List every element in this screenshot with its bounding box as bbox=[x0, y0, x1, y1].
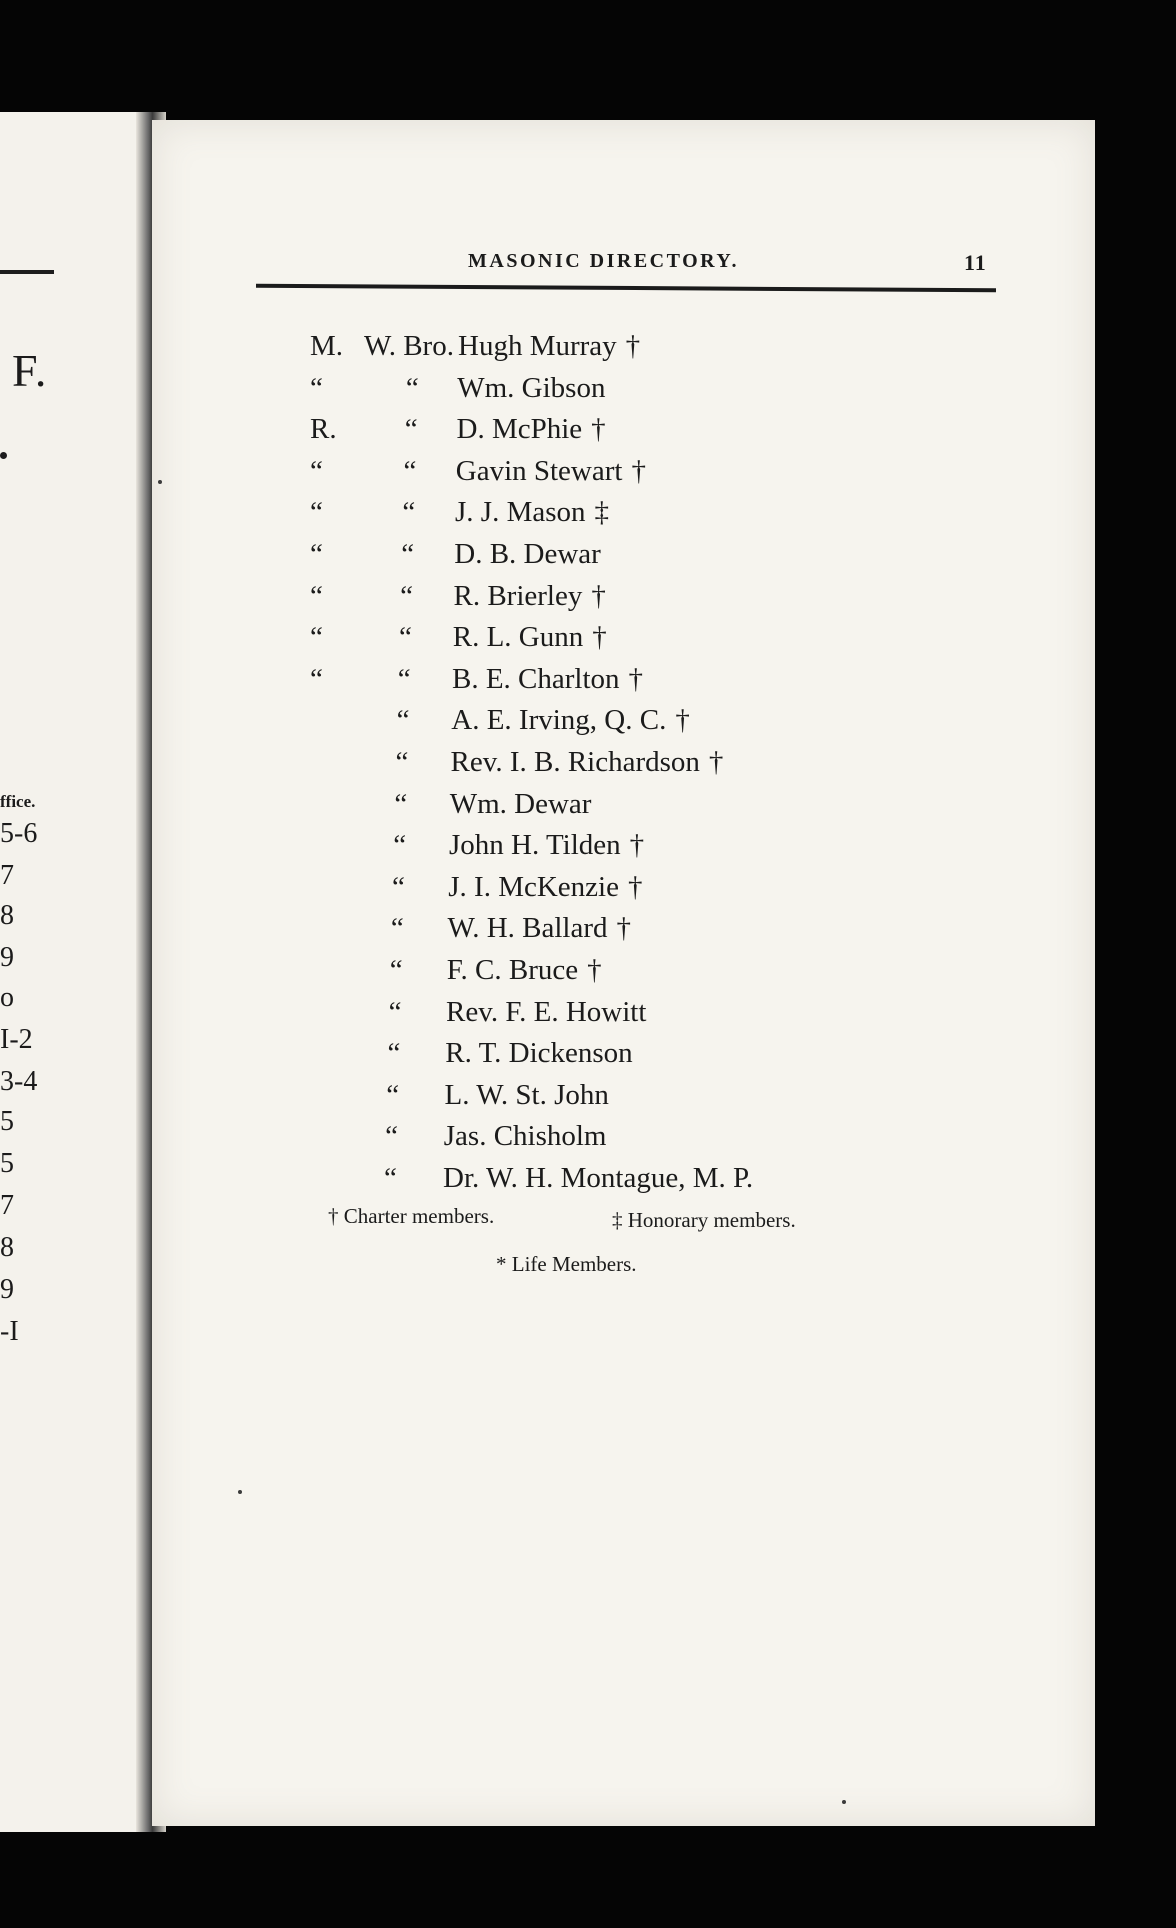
member-name-text: Gavin Stewart bbox=[455, 454, 623, 487]
membership-mark: † bbox=[628, 662, 644, 695]
membership-mark: † bbox=[627, 870, 643, 903]
member-name-text: Jas. Chisholm bbox=[443, 1120, 607, 1153]
running-head: MASONIC DIRECTORY. bbox=[468, 250, 740, 272]
member-rank: “ bbox=[310, 662, 323, 695]
member-name bbox=[456, 455, 646, 488]
paper-speck bbox=[238, 1490, 242, 1494]
member-rank: “ bbox=[310, 496, 323, 529]
member-row bbox=[310, 871, 1010, 911]
paper-speck bbox=[842, 1800, 846, 1804]
membership-mark: † bbox=[616, 912, 632, 945]
member-row bbox=[310, 496, 1010, 536]
left-number: 8 bbox=[0, 900, 14, 931]
member-name-text: B. E. Charlton bbox=[452, 662, 620, 695]
member-row bbox=[310, 413, 1010, 453]
member-name bbox=[454, 538, 610, 571]
member-title: “ bbox=[393, 829, 407, 862]
member-name bbox=[458, 330, 640, 363]
member-name bbox=[448, 871, 642, 904]
membership-mark: † bbox=[629, 829, 645, 862]
left-number: I-2 bbox=[0, 1024, 33, 1055]
member-row bbox=[310, 580, 1010, 620]
member-name-text: R. L. Gunn bbox=[452, 621, 584, 654]
membership-mark: ‡ bbox=[594, 496, 610, 529]
footnote-honorary: ‡ Honorary members. bbox=[612, 1208, 796, 1232]
member-title: “ bbox=[384, 1162, 397, 1194]
member-name bbox=[445, 1037, 641, 1070]
member-name-text: Hugh Murray bbox=[458, 330, 617, 362]
member-title: “ bbox=[394, 787, 408, 820]
member-name-text: Dr. W. H. Montague, M. P. bbox=[443, 1162, 754, 1194]
member-name-text: J. J. Mason bbox=[455, 496, 586, 529]
membership-mark: † bbox=[631, 454, 646, 487]
member-title: “ bbox=[386, 1078, 400, 1111]
member-name-text: Rev. I. B. Richardson bbox=[450, 746, 700, 778]
member-row bbox=[310, 746, 1010, 786]
member-name-text: R. T. Dickenson bbox=[445, 1037, 633, 1070]
left-number: 7 bbox=[0, 860, 14, 891]
member-row bbox=[310, 1162, 1010, 1202]
member-name bbox=[446, 996, 655, 1029]
member-name bbox=[449, 829, 644, 862]
left-number: 9 bbox=[0, 1274, 14, 1305]
member-name bbox=[450, 788, 601, 821]
member-title: “ bbox=[385, 1120, 399, 1153]
member-row bbox=[310, 1079, 1010, 1119]
member-row bbox=[310, 954, 1010, 994]
footnote-charter: † Charter members. bbox=[328, 1204, 495, 1228]
member-title: “ bbox=[405, 371, 419, 404]
member-row bbox=[310, 788, 1010, 828]
member-rank: “ bbox=[310, 371, 323, 404]
membership-mark: † bbox=[587, 954, 602, 986]
member-rank: “ bbox=[310, 454, 323, 487]
member-title: “ bbox=[404, 413, 418, 446]
member-title: “ bbox=[400, 579, 413, 612]
member-rank: “ bbox=[310, 621, 323, 654]
member-name-text: D. B. Dewar bbox=[454, 538, 601, 570]
left-column-label: ffice. bbox=[0, 792, 36, 811]
member-list bbox=[152, 120, 1095, 1320]
member-name bbox=[453, 621, 607, 654]
member-row bbox=[310, 996, 1010, 1036]
member-title: “ bbox=[392, 870, 405, 903]
membership-mark: † bbox=[675, 704, 690, 737]
member-name bbox=[448, 912, 632, 945]
member-title: “ bbox=[395, 746, 409, 778]
member-name bbox=[443, 1162, 762, 1195]
left-number: 7 bbox=[0, 1190, 14, 1221]
member-title: “ bbox=[396, 704, 410, 737]
membership-mark: † bbox=[591, 413, 606, 446]
member-rank: “ bbox=[310, 579, 323, 612]
member-row bbox=[310, 1120, 1010, 1160]
member-title: “ bbox=[389, 954, 403, 986]
member-name bbox=[457, 413, 606, 446]
member-row bbox=[310, 829, 1010, 869]
member-row bbox=[310, 330, 1010, 370]
member-title: W. Bro. bbox=[364, 330, 454, 362]
member-name bbox=[444, 1120, 616, 1153]
member-name-text: D. McPhie bbox=[456, 413, 583, 446]
left-page-letter: F. bbox=[12, 345, 48, 396]
left-header-rule bbox=[0, 270, 54, 274]
member-name-text: Wm. Gibson bbox=[457, 371, 606, 404]
membership-mark: † bbox=[625, 330, 641, 362]
member-row bbox=[310, 663, 1010, 703]
page-number: 11 bbox=[964, 250, 987, 275]
member-name-text: W. H. Ballard bbox=[447, 912, 608, 945]
member-name bbox=[445, 1079, 618, 1112]
member-name-text: Wm. Dewar bbox=[449, 787, 592, 820]
member-name bbox=[451, 704, 690, 737]
member-row bbox=[310, 912, 1010, 952]
member-rank: “ bbox=[310, 538, 323, 570]
left-number: 5 bbox=[0, 1106, 14, 1137]
member-row bbox=[310, 372, 1010, 412]
membership-mark: † bbox=[591, 579, 606, 612]
member-title: “ bbox=[387, 1037, 401, 1070]
member-name bbox=[451, 746, 724, 779]
member-name-text: John H. Tilden bbox=[449, 829, 621, 862]
member-row bbox=[310, 621, 1010, 661]
member-rank: M. bbox=[310, 330, 344, 362]
left-number: 3-4 bbox=[0, 1066, 38, 1097]
left-number: 5 bbox=[0, 1148, 14, 1179]
member-name-text: F. C. Bruce bbox=[446, 954, 579, 986]
member-row bbox=[310, 538, 1010, 578]
member-title: “ bbox=[402, 496, 416, 529]
member-title: “ bbox=[401, 538, 415, 570]
member-title: “ bbox=[403, 454, 417, 487]
membership-mark: † bbox=[708, 746, 724, 778]
member-name-text: A. E. Irving, Q. C. bbox=[451, 704, 667, 737]
member-title: “ bbox=[397, 662, 411, 695]
member-title: “ bbox=[390, 912, 404, 945]
member-name bbox=[454, 580, 606, 613]
left-number: 8 bbox=[0, 1232, 14, 1263]
left-number: 9 bbox=[0, 942, 14, 973]
paper-speck bbox=[158, 480, 162, 484]
member-row bbox=[310, 455, 1010, 495]
member-row bbox=[310, 1037, 1010, 1077]
member-name bbox=[452, 663, 643, 696]
member-name-text: R. Brierley bbox=[453, 579, 583, 612]
left-number: o bbox=[0, 982, 14, 1013]
left-page-dot bbox=[0, 452, 7, 459]
member-name bbox=[447, 954, 602, 987]
member-name-text: J. I. McKenzie bbox=[448, 870, 619, 903]
directory-page bbox=[152, 120, 1095, 1826]
member-title: “ bbox=[388, 995, 402, 1028]
left-number: -I bbox=[0, 1316, 19, 1347]
member-title: “ bbox=[398, 621, 412, 654]
left-number: 5-6 bbox=[0, 818, 38, 849]
membership-mark: † bbox=[592, 621, 607, 654]
footnote-life: * Life Members. bbox=[496, 1252, 637, 1276]
member-name bbox=[457, 372, 614, 405]
member-name-text: Rev. F. E. Howitt bbox=[446, 995, 647, 1028]
member-name bbox=[455, 496, 609, 529]
member-rank: R. bbox=[310, 413, 337, 446]
member-name-text: L. W. St. John bbox=[444, 1078, 609, 1111]
left-page-fragment bbox=[0, 112, 152, 1832]
member-row bbox=[310, 704, 1010, 744]
